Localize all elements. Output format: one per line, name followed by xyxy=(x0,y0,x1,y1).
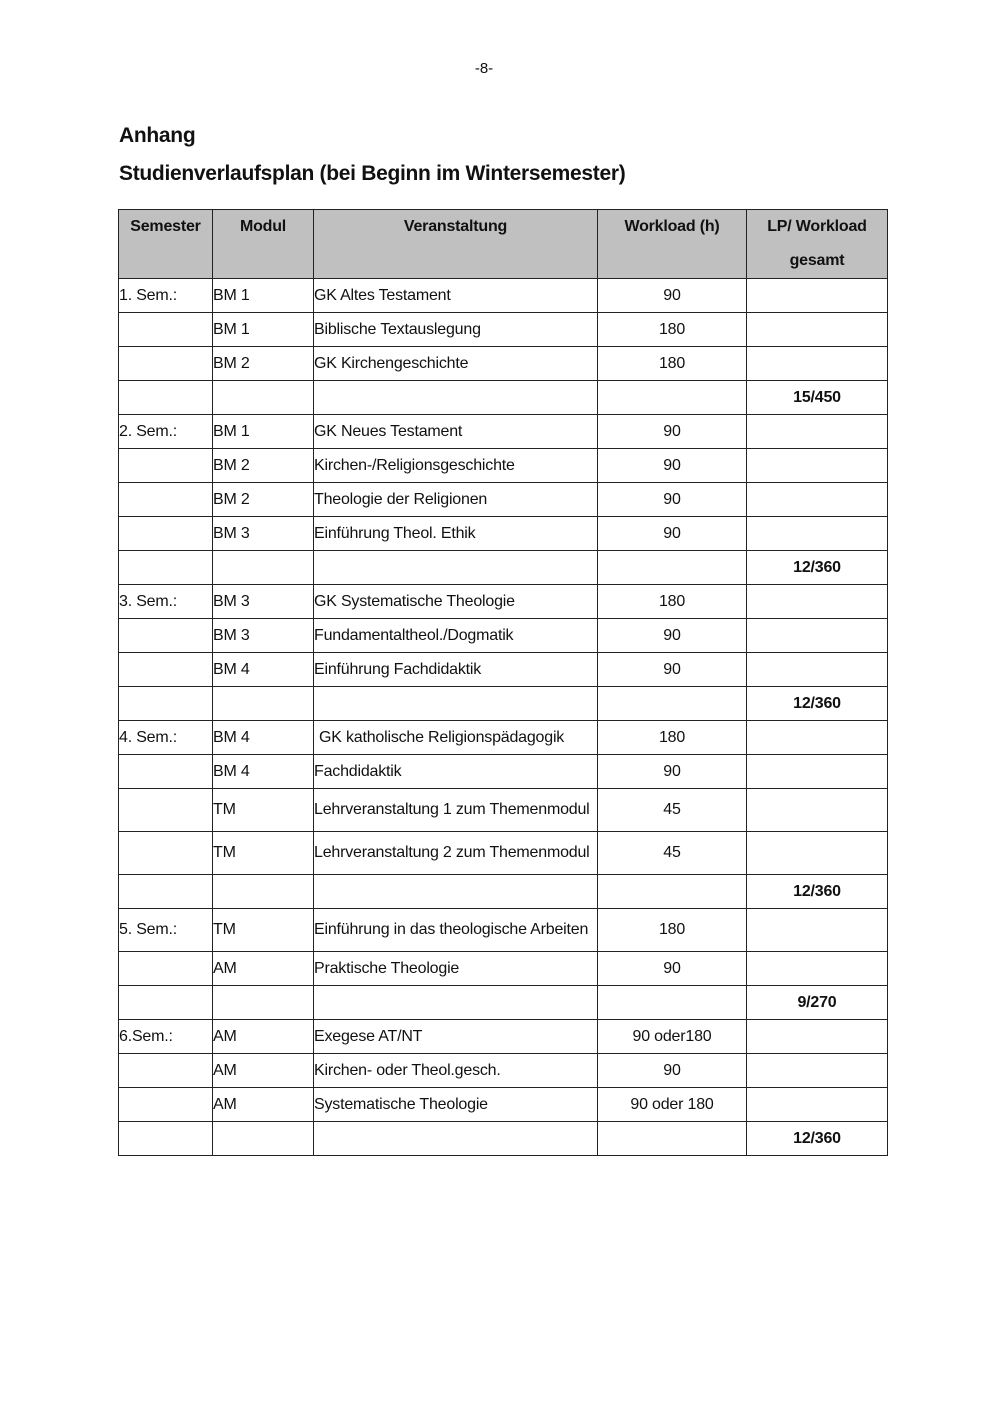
semester-cell xyxy=(119,1054,213,1088)
table-row xyxy=(119,279,888,313)
workload-cell: 90 xyxy=(598,483,747,517)
workload-cell: 90 xyxy=(598,279,747,313)
lp-workload-cell xyxy=(747,721,888,755)
semester-cell xyxy=(119,551,213,585)
lp-workload-cell xyxy=(747,619,888,653)
subtotal-row xyxy=(119,875,888,909)
veranstaltung-cell: GK Systematische Theologie xyxy=(314,585,598,619)
workload-cell: 90 xyxy=(598,415,747,449)
lp-workload-cell xyxy=(747,789,888,832)
header-modul: Modul xyxy=(213,210,314,279)
semester-cell xyxy=(119,687,213,721)
workload-cell xyxy=(598,1122,747,1156)
workload-cell xyxy=(598,687,747,721)
modul-cell: AM xyxy=(213,1020,314,1054)
veranstaltung-cell: Einführung in das theologische Arbeiten xyxy=(314,909,598,952)
veranstaltung-cell: Lehrveranstaltung 1 zum Themenmodul xyxy=(314,789,598,832)
workload-cell: 90 xyxy=(598,449,747,483)
modul-cell: BM 2 xyxy=(213,449,314,483)
semester-cell xyxy=(119,832,213,875)
header-veranstaltung: Veranstaltung xyxy=(314,210,598,279)
lp-workload-cell: 12/360 xyxy=(747,687,888,721)
lp-workload-cell: 12/360 xyxy=(747,551,888,585)
table-row xyxy=(119,721,888,755)
veranstaltung-cell: Einführung Theol. Ethik xyxy=(314,517,598,551)
modul-cell: BM 1 xyxy=(213,279,314,313)
semester-cell: 6.Sem.: xyxy=(119,1020,213,1054)
workload-cell: 90 oder 180 xyxy=(598,1088,747,1122)
modul-cell: BM 4 xyxy=(213,653,314,687)
table-row xyxy=(119,483,888,517)
modul-cell xyxy=(213,875,314,909)
modul-cell: BM 3 xyxy=(213,619,314,653)
workload-cell: 45 xyxy=(598,789,747,832)
modul-cell: AM xyxy=(213,1054,314,1088)
lp-workload-cell xyxy=(747,483,888,517)
subtotal-row xyxy=(119,381,888,415)
modul-cell xyxy=(213,986,314,1020)
workload-cell: 90 xyxy=(598,619,747,653)
veranstaltung-cell: Theologie der Religionen xyxy=(314,483,598,517)
workload-cell xyxy=(598,986,747,1020)
lp-workload-cell xyxy=(747,279,888,313)
workload-cell xyxy=(598,551,747,585)
veranstaltung-cell: Praktische Theologie xyxy=(314,952,598,986)
veranstaltung-cell xyxy=(314,687,598,721)
study-plan-table xyxy=(118,209,888,1156)
header-lp-workload: LP/ Workload gesamt xyxy=(747,210,888,279)
workload-cell xyxy=(598,875,747,909)
veranstaltung-cell: GK Kirchengeschichte xyxy=(314,347,598,381)
table-row xyxy=(119,755,888,789)
veranstaltung-cell: Biblische Textauslegung xyxy=(314,313,598,347)
table-row xyxy=(119,517,888,551)
semester-cell: 4. Sem.: xyxy=(119,721,213,755)
table-row xyxy=(119,1054,888,1088)
modul-cell xyxy=(213,551,314,585)
semester-cell xyxy=(119,952,213,986)
semester-cell xyxy=(119,789,213,832)
workload-cell: 90 xyxy=(598,653,747,687)
table-row xyxy=(119,619,888,653)
semester-cell: 5. Sem.: xyxy=(119,909,213,952)
table-row xyxy=(119,952,888,986)
lp-workload-cell xyxy=(747,755,888,789)
workload-cell: 180 xyxy=(598,909,747,952)
workload-cell: 45 xyxy=(598,832,747,875)
table-row xyxy=(119,1020,888,1054)
lp-workload-cell xyxy=(747,585,888,619)
lp-workload-cell xyxy=(747,313,888,347)
modul-cell: TM xyxy=(213,789,314,832)
lp-workload-cell xyxy=(747,1088,888,1122)
table-header-row xyxy=(119,210,888,279)
modul-cell xyxy=(213,381,314,415)
veranstaltung-cell xyxy=(314,875,598,909)
veranstaltung-cell: GK katholische Religionspädagogik xyxy=(314,721,598,755)
semester-cell: 3. Sem.: xyxy=(119,585,213,619)
semester-cell xyxy=(119,875,213,909)
modul-cell: AM xyxy=(213,1088,314,1122)
workload-cell: 90 xyxy=(598,1054,747,1088)
semester-cell xyxy=(119,619,213,653)
lp-workload-cell xyxy=(747,1054,888,1088)
modul-cell: BM 3 xyxy=(213,517,314,551)
veranstaltung-cell: Einführung Fachdidaktik xyxy=(314,653,598,687)
workload-cell: 180 xyxy=(598,721,747,755)
modul-cell: TM xyxy=(213,832,314,875)
modul-cell xyxy=(213,687,314,721)
workload-cell: 90 xyxy=(598,517,747,551)
lp-workload-cell xyxy=(747,653,888,687)
lp-workload-cell xyxy=(747,952,888,986)
lp-workload-cell xyxy=(747,909,888,952)
modul-cell: BM 4 xyxy=(213,721,314,755)
veranstaltung-cell: Kirchen- oder Theol.gesch. xyxy=(314,1054,598,1088)
modul-cell: AM xyxy=(213,952,314,986)
veranstaltung-cell: Fundamentaltheol./Dogmatik xyxy=(314,619,598,653)
header-semester: Semester xyxy=(119,210,213,279)
lp-workload-cell xyxy=(747,1020,888,1054)
workload-cell: 90 oder180 xyxy=(598,1020,747,1054)
table-row xyxy=(119,909,888,952)
table-row xyxy=(119,585,888,619)
workload-cell: 90 xyxy=(598,952,747,986)
modul-cell: BM 4 xyxy=(213,755,314,789)
lp-workload-cell: 9/270 xyxy=(747,986,888,1020)
workload-cell: 90 xyxy=(598,755,747,789)
table-row xyxy=(119,415,888,449)
subtotal-row xyxy=(119,1122,888,1156)
modul-cell: BM 1 xyxy=(213,313,314,347)
veranstaltung-cell: GK Neues Testament xyxy=(314,415,598,449)
lp-workload-cell: 15/450 xyxy=(747,381,888,415)
semester-cell xyxy=(119,986,213,1020)
workload-cell: 180 xyxy=(598,585,747,619)
table-row xyxy=(119,347,888,381)
modul-cell: BM 1 xyxy=(213,415,314,449)
modul-cell: TM xyxy=(213,909,314,952)
semester-cell xyxy=(119,347,213,381)
table-body xyxy=(119,279,888,1156)
table-row xyxy=(119,1088,888,1122)
table-row xyxy=(119,449,888,483)
workload-cell: 180 xyxy=(598,347,747,381)
veranstaltung-cell: Fachdidaktik xyxy=(314,755,598,789)
veranstaltung-cell: Exegese AT/NT xyxy=(314,1020,598,1054)
page-subheading: Studienverlaufsplan (bei Beginn im Wintersemester) xyxy=(119,162,626,185)
lp-workload-cell: 12/360 xyxy=(747,1122,888,1156)
lp-workload-cell: 12/360 xyxy=(747,875,888,909)
veranstaltung-cell xyxy=(314,986,598,1020)
veranstaltung-cell xyxy=(314,381,598,415)
table-row xyxy=(119,313,888,347)
lp-workload-cell xyxy=(747,415,888,449)
table-row xyxy=(119,653,888,687)
lp-workload-cell xyxy=(747,832,888,875)
header-workload: Workload (h) xyxy=(598,210,747,279)
semester-cell xyxy=(119,1088,213,1122)
lp-workload-cell xyxy=(747,517,888,551)
lp-workload-cell xyxy=(747,347,888,381)
veranstaltung-cell: Systematische Theologie xyxy=(314,1088,598,1122)
semester-cell: 2. Sem.: xyxy=(119,415,213,449)
veranstaltung-cell: Lehrveranstaltung 2 zum Themenmodul xyxy=(314,832,598,875)
semester-cell xyxy=(119,313,213,347)
veranstaltung-cell: Kirchen-/Religionsgeschichte xyxy=(314,449,598,483)
veranstaltung-cell xyxy=(314,1122,598,1156)
modul-cell: BM 2 xyxy=(213,483,314,517)
modul-cell: BM 2 xyxy=(213,347,314,381)
subtotal-row xyxy=(119,687,888,721)
workload-cell: 180 xyxy=(598,313,747,347)
semester-cell xyxy=(119,449,213,483)
subtotal-row xyxy=(119,986,888,1020)
veranstaltung-cell xyxy=(314,551,598,585)
semester-cell xyxy=(119,381,213,415)
semester-cell xyxy=(119,755,213,789)
modul-cell: BM 3 xyxy=(213,585,314,619)
veranstaltung-cell: GK Altes Testament xyxy=(314,279,598,313)
semester-cell xyxy=(119,653,213,687)
table-row xyxy=(119,832,888,875)
page-heading: Anhang xyxy=(119,124,196,147)
semester-cell xyxy=(119,483,213,517)
semester-cell xyxy=(119,1122,213,1156)
semester-cell xyxy=(119,517,213,551)
semester-cell: 1. Sem.: xyxy=(119,279,213,313)
page-number: -8- xyxy=(474,60,494,77)
modul-cell xyxy=(213,1122,314,1156)
table-row xyxy=(119,789,888,832)
workload-cell xyxy=(598,381,747,415)
subtotal-row xyxy=(119,551,888,585)
lp-workload-cell xyxy=(747,449,888,483)
